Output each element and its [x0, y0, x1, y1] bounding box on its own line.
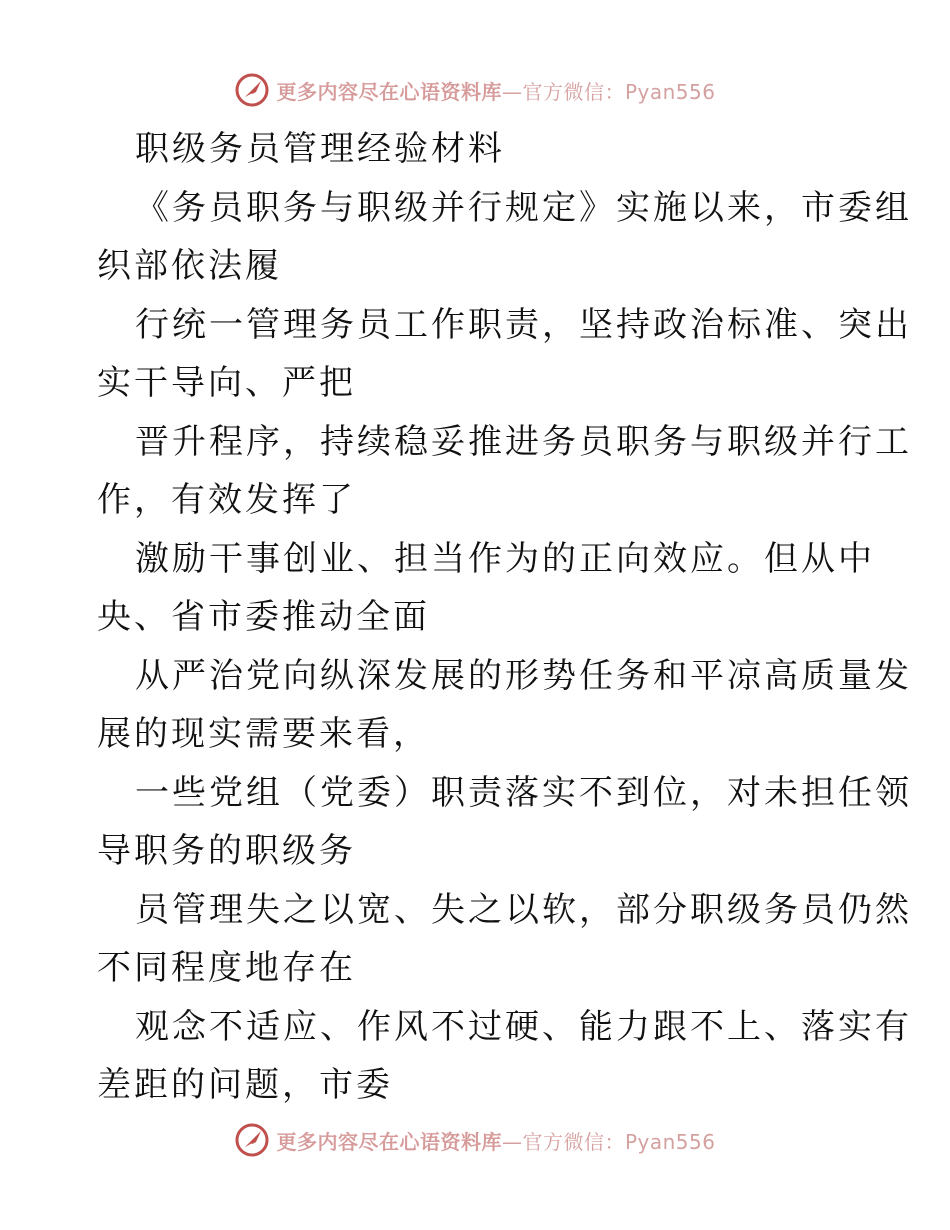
paragraph-line: 展的现实需要来看， — [97, 714, 430, 754]
paragraph-line: 观念不适应、作风不过硬、能力跟不上、落实有 — [135, 1006, 912, 1047]
paragraph-line: 导职务的职级务 — [97, 831, 356, 871]
document-title: 职级务员管理经验材料 — [135, 129, 505, 169]
paragraph-line: 行统一管理务员工作职责，坚持政治标准、突出 — [135, 304, 912, 345]
footer-banner — [0, 1120, 950, 1160]
quill-logo-icon — [234, 72, 270, 108]
paragraph-line: 织部依法履 — [97, 246, 282, 286]
banner-wechat-label: —官方微信：Pyan556 — [501, 1129, 716, 1154]
paragraph-line: 从严治党向纵深发展的形势任务和平凉高质量发 — [135, 655, 912, 696]
paragraph-line: 员管理失之以宽、失之以软，部分职级务员仍然 — [135, 889, 912, 930]
quill-logo-icon — [234, 1122, 270, 1158]
document-body — [97, 120, 912, 1115]
paragraph-line: 不同程度地存在 — [97, 948, 356, 988]
paragraph-line: 激励干事创业、担当作为的正向效应。但从中 — [135, 538, 875, 579]
paragraph-line: 一些党组（党委）职责落实不到位，对未担任领 — [135, 772, 912, 813]
paragraph-line: 差距的问题，市委 — [97, 1065, 393, 1105]
header-banner — [0, 70, 950, 110]
banner-wechat-label: —官方微信：Pyan556 — [501, 79, 716, 104]
paragraph-line: 实干导向、严把 — [97, 363, 356, 403]
banner-text — [276, 76, 715, 105]
paragraph-line: 央、省市委推动全面 — [97, 597, 430, 637]
banner-source-label: 更多内容尽在心语资料库 — [276, 79, 502, 104]
banner-source-label: 更多内容尽在心语资料库 — [276, 1129, 502, 1154]
paragraph-line: 《务员职务与职级并行规定》实施以来，市委组 — [135, 187, 912, 228]
banner-text — [276, 1126, 715, 1155]
paragraph-line: 作，有效发挥了 — [97, 480, 356, 520]
paragraph-line: 晋升程序，持续稳妥推进务员职务与职级并行工 — [135, 421, 912, 462]
